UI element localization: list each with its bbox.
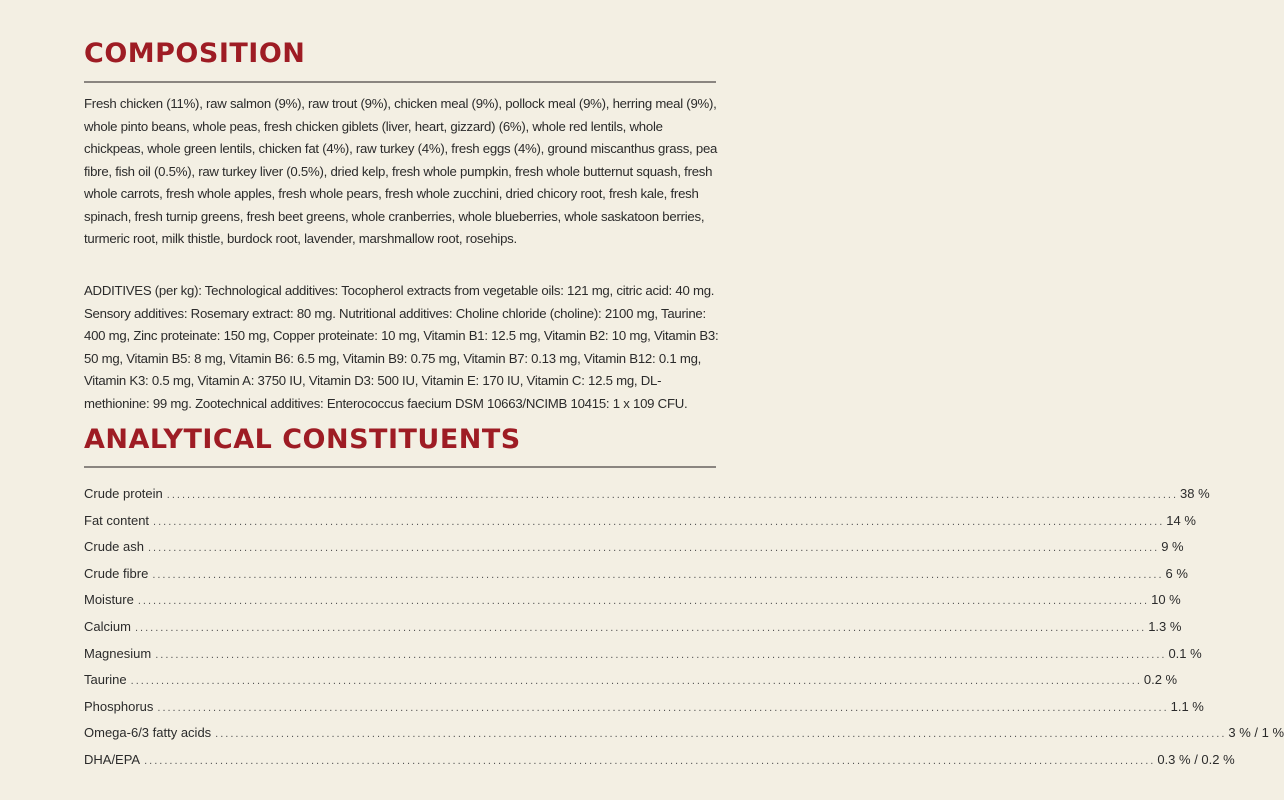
table-row [84,751,1235,779]
dot-leader: ........................................................................................................................................................................................................ [215,728,1227,741]
dot-leader: ........................................................................................................................................................................................................ [134,621,1147,634]
additives-paragraph: ADDITIVES (per kg): Technological additives: Tocopherol extracts from vegetable oils: 121 mg, citric acid: 40 mg. Sensory additives: Rosemary extract: 80 mg. Nutritional additives: Choline chloride (choline): 2100 mg, Taurine: 400 mg, Zinc proteinate: 150 mg, Copper proteinate: 10 mg, Vitamin B1: 12.5 mg, Vitamin B2: 10 mg, Vitamin B3: 50 mg, Vitamin B5: 8 mg, Vitamin B6: 6.5 mg, Vitamin B9: 0.75 mg, Vitamin B7: 0.13 mg, Vitamin B12: 0.1 mg, Vitamin K3: 0.5 mg, Vitamin A: 3750 IU, Vitamin D3: 500 IU, Vitamin E: 170 IU, Vitamin C: 12.5 mg, DL-methionine: 99 mg. Zootechnical additives: Enterococcus faecium DSM 10663/NCIMB 10415: 1 x 109 CFU. [84,283,719,411]
analytical-constituents-heading: ANALYTICAL CONSTITUENTS [84,424,521,455]
analytical-table [84,486,1284,779]
dot-leader: ........................................................................................................................................................................................................ [137,595,1150,608]
analytical-divider [84,466,716,468]
row-label: Fat content [84,512,150,528]
row-value: 0.2 % [1143,672,1178,688]
row-label: Phosphorus [84,698,154,714]
dot-leader: ........................................................................................................................................................................................................ [166,489,1179,501]
row-label: Magnesium [84,645,152,661]
row-label: Moisture [84,592,134,608]
composition-heading: COMPOSITION [84,38,306,69]
dot-leader: ........................................................................................................................................................................................................ [130,675,1142,688]
table-row [84,539,1184,566]
ingredients-paragraph: Fresh chicken (11%), raw salmon (9%), raw trout (9%), chicken meal (9%), pollock meal (9%), herring meal (9%), whole pinto beans, whole peas, fresh chicken giblets (liver, heart, gizzard) (6%), whole red lentils, whole chickpeas, whole green lentils, chicken fat (4%), raw turkey (4%), fresh eggs (4%), ground miscanthus grass, pea fibre, fish oil (0.5%), raw turkey liver (0.5%), dried kelp, fresh whole pumpkin, fresh whole butternut squash, fresh whole carrots, fresh whole apples, fresh whole pears, fresh whole zucchini, dried chicory root, fresh kale, fresh spinach, fresh turnip greens, fresh beet greens, whole cranberries, whole blueberries, whole saskatoon berries, turmeric root, milk thistle, burdock root, lavender, marshmallow root, rosehips. [84,96,718,246]
row-label: Omega-6/3 fatty acids [84,725,212,741]
row-value: 38 % [1180,486,1210,501]
table-row [84,486,1210,513]
composition-divider [84,81,716,83]
table-row [84,698,1204,726]
row-value: 3 % / 1 % [1228,725,1284,741]
row-value: 14 % [1166,512,1196,528]
dot-leader: ........................................................................................................................................................................................................ [147,542,1160,555]
table-row [84,672,1178,699]
row-value: 10 % [1151,592,1181,608]
row-value: 6 % [1165,565,1188,581]
table-row [84,512,1196,540]
dot-leader: ........................................................................................................................................................................................................ [157,701,1169,714]
dot-leader: ........................................................................................................................................................................................................ [152,568,1164,581]
dot-leader: ........................................................................................................................................................................................................ [144,754,1156,767]
row-label: Calcium [84,618,131,634]
row-label: Crude ash [84,539,144,555]
dot-leader: ........................................................................................................................................................................................................ [155,648,1167,661]
table-row [84,592,1181,619]
row-value: 1.3 % [1148,618,1182,634]
table-row [84,565,1188,593]
row-value: 0.3 % / 0.2 % [1157,751,1235,767]
dot-leader: ........................................................................................................................................................................................................ [153,515,1165,528]
table-row [84,725,1284,752]
row-label: Taurine [84,672,127,688]
table-row [84,618,1182,646]
row-label: Crude protein [84,486,163,501]
row-label: Crude fibre [84,565,149,581]
row-value: 9 % [1161,539,1184,555]
row-label: DHA/EPA [84,751,141,767]
table-row [84,645,1202,673]
row-value: 0.1 % [1168,645,1202,661]
row-value: 1.1 % [1170,698,1204,714]
